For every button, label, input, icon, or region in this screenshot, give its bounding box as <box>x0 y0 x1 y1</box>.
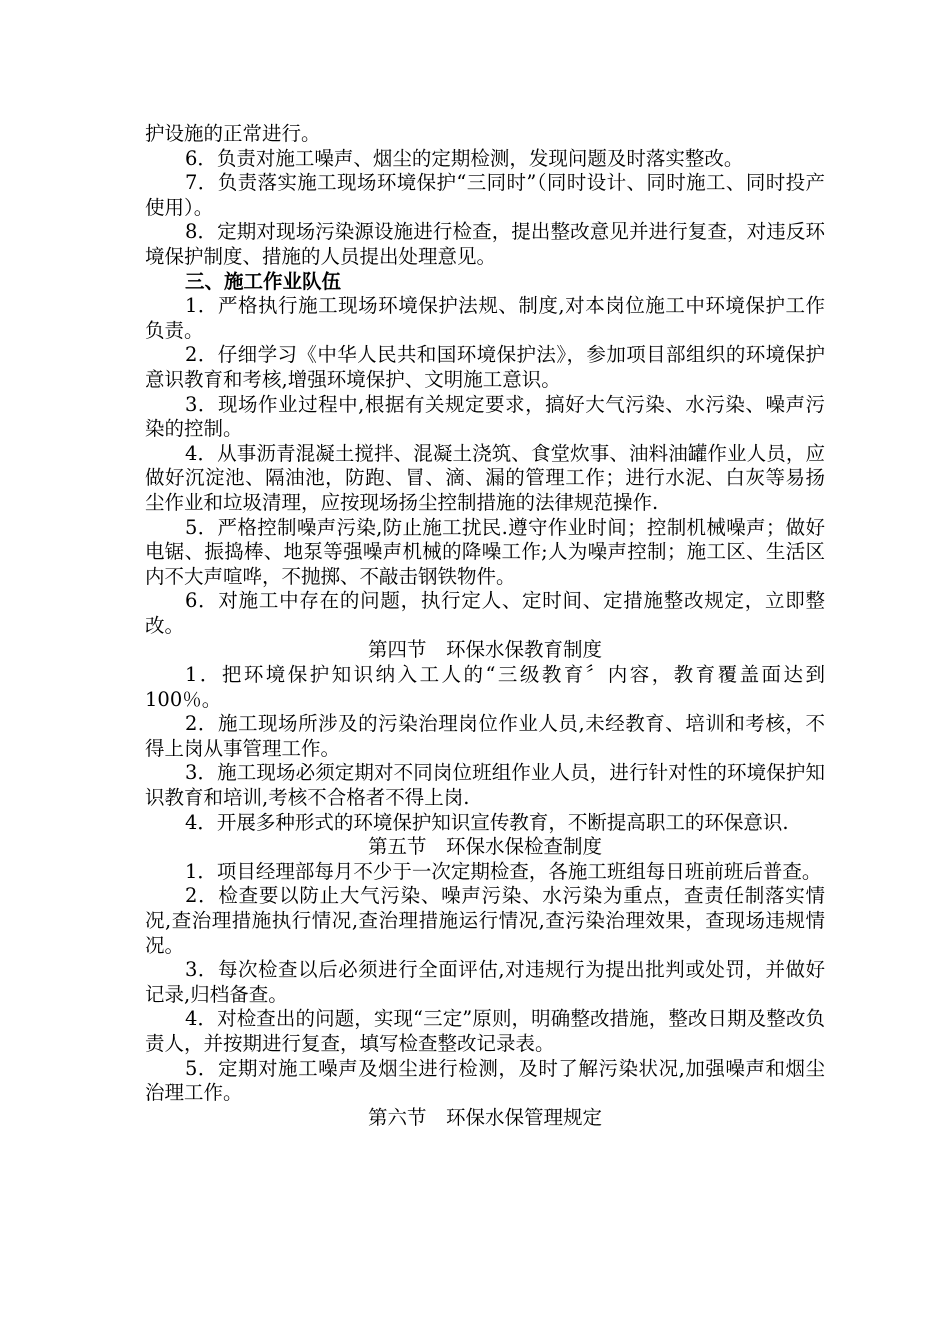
paragraph-inspection-1: 1．项目经理部每月不少于一次定期检查，各施工班组每日班前班后普查。 <box>185 859 822 883</box>
section-title-5: 第五节 环保水保检查制度 <box>367 835 602 859</box>
paragraph-item-5: 5．严格控制噪声污染,防止施工扰民.遵守作业时间；控制机械噪声；做好电锯、振捣棒、地泵等强噪声机械的降噪工作;人为噪声控制；施工区、生活区内不大声喧哗，不抛掷、不敲击钢铁物件。 <box>145 515 825 588</box>
paragraph-item-4: 4．从事沥青混凝土搅拌、混凝土浇筑、食堂炊事、油料油罐作业人员，应做好沉淀池、隔油池，防跑、冒、滴、漏的管理工作；进行水泥、白灰等易扬尘作业和垃圾清理，应按现场扬尘控制措施的法律规范操作. <box>145 441 825 514</box>
paragraph-item-8: 8．定期对现场污染源设施进行检查，提出整改意见并进行复查，对违反环境保护制度、措施的人员提出处理意见。 <box>145 220 825 268</box>
paragraph-inspection-4: 4．对检查出的问题，实现“三定”原则，明确整改措施，整改日期及整改负责人，并按期进行复查，填写检查整改记录表。 <box>145 1007 825 1055</box>
subheading-construction-team: 三、施工作业队伍 <box>185 269 342 293</box>
paragraph-education-1: 1．把环境保护知识纳入工人的“三级教育〞内容，教育覆盖面达到100％。 <box>145 663 825 711</box>
paragraph-item-7: 7．负责落实施工现场环境保护“三同时”（同时设计、同时施工、同时投产使用）。 <box>145 171 825 219</box>
paragraph-inspection-2: 2．检查要以防止大气污染、噪声污染、水污染为重点，查责任制落实情况,查治理措施执行情况,查治理措施运行情况,查污染治理效果，查现场违规情况。 <box>145 884 825 957</box>
paragraph-continuation: 护设施的正常进行。 <box>145 122 321 145</box>
section-title-4: 第四节 环保水保教育制度 <box>367 638 602 662</box>
paragraph-education-2: 2．施工现场所涉及的污染治理岗位作业人员,未经教育、培训和考核，不得上岗从事管理工作。 <box>145 712 825 760</box>
paragraph-item-1: 1．严格执行施工现场环境保护法规、制度,对本岗位施工中环境保护工作负责。 <box>145 294 825 342</box>
paragraph-item-3: 3．现场作业过程中,根据有关规定要求，搞好大气污染、水污染、噪声污染的控制。 <box>145 392 825 441</box>
paragraph-inspection-3: 3．每次检查以后必须进行全面评估,对违规行为提出批判或处罚，并做好记录,归档备查。 <box>145 958 825 1006</box>
paragraph-item-2: 2．仔细学习《中华人民共和国环境保护法》，参加项目部组织的环境保护意识教育和考核,增强环境保护、文明施工意识。 <box>145 343 825 391</box>
paragraph-inspection-5: 5．定期对施工噪声及烟尘进行检测，及时了解污染状况,加强噪声和烟尘治理工作。 <box>145 1056 825 1105</box>
paragraph-education-4: 4．开展多种形式的环境保护知识宣传教育，不断提高职工的环保意识. <box>185 810 789 834</box>
paragraph-education-3: 3．施工现场必须定期对不同岗位班组作业人员，进行针对性的环境保护知识教育和培训,考核不合格者不得上岗. <box>145 761 825 810</box>
paragraph-item-6: 6．负责对施工噪声、烟尘的定期检测，发现问题及时落实整改。 <box>185 146 744 170</box>
section-title-6: 第六节 环保水保管理规定 <box>367 1105 602 1129</box>
document-page <box>145 122 825 1130</box>
paragraph-item-6b: 6．对施工中存在的问题，执行定人、定时间、定措施整改规定，立即整改。 <box>145 589 825 637</box>
